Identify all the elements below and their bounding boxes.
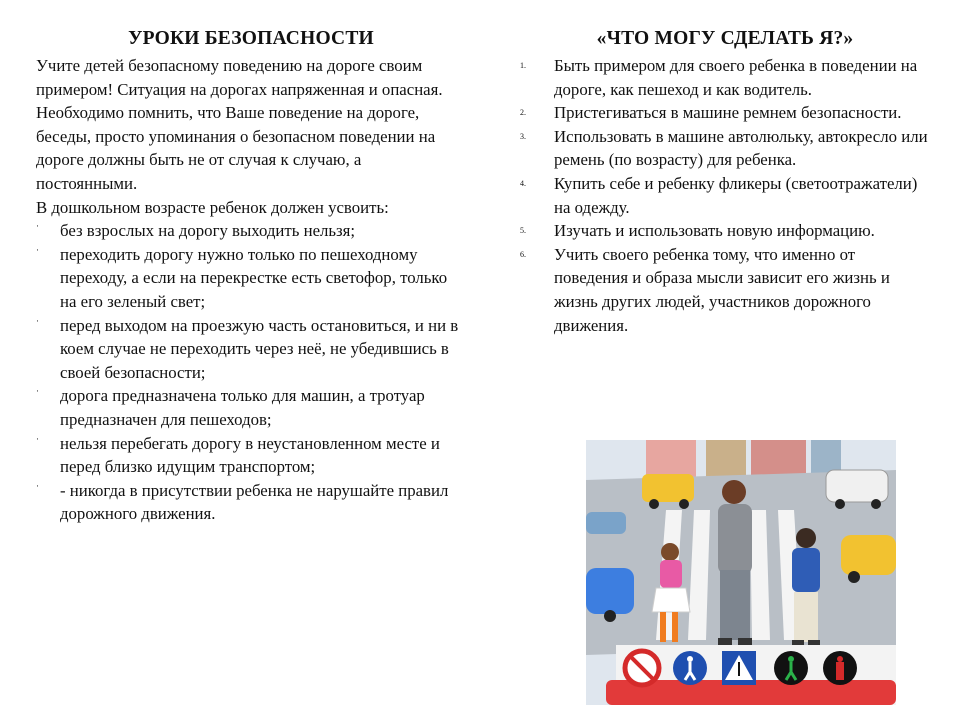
bullet-marker: · [36, 315, 39, 326]
list-item [36, 219, 466, 243]
list-item-text: Учить своего ребенка тому, что именно от поведения и образа мысли зависит его жизнь и жизнь других людей, участников дорожного движения. [554, 244, 890, 335]
list-item [520, 125, 930, 172]
crosswalk-sign-icon [722, 651, 756, 685]
mother-figure [718, 480, 752, 646]
list-item [36, 314, 466, 385]
right-title: «ЧТО МОГУ СДЕЛАТЬ Я?» [596, 28, 854, 49]
list-item-text: Пристегиваться в машине ремнем безопасности. [554, 103, 902, 123]
list-item [36, 243, 466, 314]
green-pedestrian-light-icon [774, 651, 808, 685]
item-number: 2. [520, 108, 526, 118]
list-item [520, 172, 930, 219]
list-item-text: Быть примером для своего ребенка в поведении на дороге, как пешеход и как водитель. [554, 56, 918, 99]
list-item [36, 432, 466, 479]
pedestrian-path-sign-icon [673, 651, 707, 685]
bullet-marker: · [36, 221, 39, 232]
list-item-text: Изучать и использовать новую информацию. [554, 221, 875, 241]
list-item [36, 384, 466, 431]
left-title: УРОКИ БЕЗОПАСНОСТИ [128, 28, 374, 49]
bullet-marker: · [36, 480, 39, 491]
list-item-text: перед выходом на проезжую часть остановиться, и ни в коем случае не переходить через неё, не убедившись в своей безопасности; [60, 315, 459, 382]
preschool-heading: В дошкольном возрасте ребенок должен усвоить: [36, 197, 389, 217]
list-item [520, 54, 930, 101]
street-crossing-illustration [586, 440, 896, 705]
list-item-text: нельзя перебегать дорогу в неустановленном месте и перед близко идущим транспортом; [60, 433, 440, 477]
list-item-text: переходить дорогу нужно только по пешеходному переходу, а если на перекрестке есть светофор, только на его зеленый свет; [60, 244, 448, 311]
building [706, 440, 746, 480]
list-item [520, 101, 930, 125]
item-number: 5. [520, 226, 526, 236]
list-item-text: без взрослых на дорогу выходить нельзя; [60, 221, 356, 241]
list-item-text: Использовать в машине автолюльку, автокресло или ремень (по возрасту) для ребенка. [554, 126, 928, 170]
list-item [520, 243, 930, 337]
item-number: 4. [520, 178, 526, 188]
bullet-marker: · [36, 386, 39, 397]
bullet-marker: · [36, 433, 39, 444]
list-item [36, 479, 466, 526]
list-item-text: - никогда в присутствии ребенка не нарушайте правил дорожного движения. [60, 480, 449, 524]
left-column [36, 28, 466, 526]
red-pedestrian-light-icon [823, 651, 857, 685]
item-number: 6. [520, 249, 526, 259]
right-column [520, 28, 930, 337]
item-number: 1. [520, 61, 526, 70]
list-item [520, 219, 930, 243]
rules-list [36, 219, 466, 526]
grey-car [586, 512, 626, 534]
bullet-marker: · [36, 244, 39, 255]
list-item-text: дорога предназначена только для машин, а тротуар предназначен для пешеходов; [60, 386, 425, 429]
intro-paragraph: Учите детей безопасному поведению на дороге своим примером! Ситуация на дорогах напряженная и опасная. Необходимо помнить, что Ваше поведение на дороге, беседы, просто упоминания о безопасном поведении на дороге должны быть не от случая к случаю, а постоянными. [36, 56, 443, 193]
item-number: 3. [520, 131, 526, 141]
no-pedestrian-sign-icon [625, 651, 659, 685]
actions-list [520, 54, 930, 337]
list-item-text: Купить себе и ребенку фликеры (светоотражатели) на одежду. [554, 173, 918, 217]
